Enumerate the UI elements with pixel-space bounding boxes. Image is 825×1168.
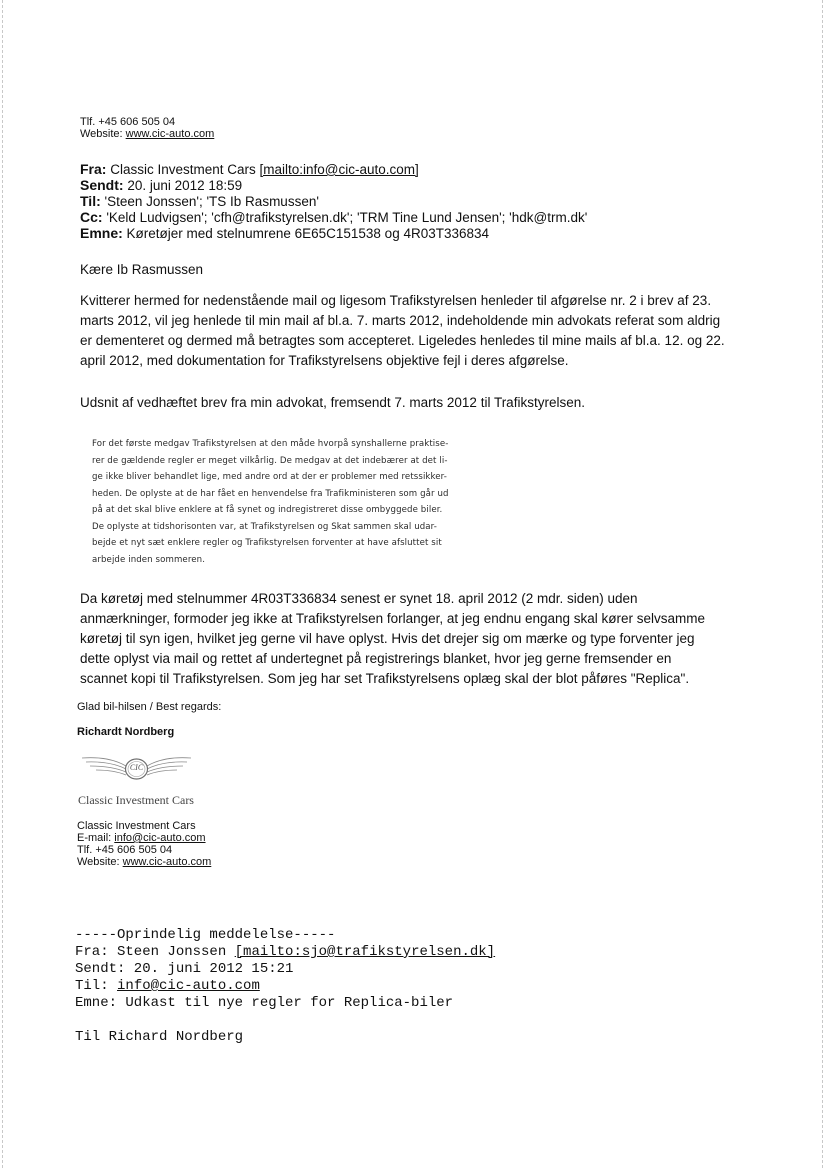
paragraph-3-line: anmærkninger, formoder jeg ikke at Trafikstyrelsen forlanger, at jeg endnu engang skal kører selvsamme bbox=[80, 611, 706, 626]
original-salutation: Til Richard Nordberg bbox=[75, 1029, 244, 1045]
header-from-mailto[interactable]: [mailto:info@cic-auto.com] bbox=[259, 162, 419, 177]
header-sent bbox=[80, 177, 242, 194]
greeting: Kære Ib Rasmussen bbox=[80, 262, 204, 277]
scan-edge-right bbox=[822, 0, 823, 1168]
header-sent-value: 20. juni 2012 18:59 bbox=[123, 178, 243, 193]
signature-closing: Glad bil-hilsen / Best regards: bbox=[77, 701, 222, 713]
original-subject: Emne: Udkast til nye regler for Replica-biler bbox=[75, 995, 454, 1011]
top-website bbox=[80, 128, 214, 140]
logo-wordmark: Classic Investment Cars bbox=[78, 793, 194, 807]
logo-wings-icon bbox=[74, 752, 199, 792]
quote-line: arbejde inden sommeren. bbox=[92, 554, 206, 565]
quote-line: For det første medgav Trafikstyrelsen at den måde hvorpå synshallerne praktise- bbox=[92, 439, 449, 449]
header-to-label: Til: bbox=[80, 193, 101, 209]
header-subject-value: Køretøjer med stelnumrene 6E65C151538 og 4R03T336834 bbox=[122, 226, 490, 241]
original-sent: Sendt: 20. juni 2012 15:21 bbox=[75, 961, 294, 977]
header-sent-label: Sendt: bbox=[80, 177, 124, 193]
scan-edge-left bbox=[2, 0, 3, 1168]
original-from bbox=[75, 944, 495, 960]
quote-line: De oplyste at tidshorisonten var, at Trafikstyrelsen og Skat sammen skal udar- bbox=[92, 521, 437, 532]
signature-company: Classic Investment Cars bbox=[77, 820, 196, 832]
signature-email-link[interactable]: info@cic-auto.com bbox=[114, 832, 206, 844]
top-website-label: Website: bbox=[80, 128, 126, 140]
paragraph-1-line: marts 2012, vil jeg henlede til min mail af bl.a. 7. marts 2012, indeholdende min advokats referat som aldrig bbox=[80, 313, 721, 328]
paragraph-2: Udsnit af vedhæftet brev fra min advokat, fremsendt 7. marts 2012 til Trafikstyrelsen. bbox=[80, 395, 585, 410]
signature-name: Richardt Nordberg bbox=[77, 726, 175, 738]
header-from bbox=[80, 161, 419, 178]
quote-line: ge ikke bliver behandlet lige, med andre ord at der er problemer med retssikker- bbox=[92, 472, 447, 482]
signature-email bbox=[77, 832, 206, 844]
paragraph-3 bbox=[80, 589, 760, 689]
header-to-value: 'Steen Jonssen'; 'TS Ib Rasmussen' bbox=[100, 194, 319, 209]
paragraph-1-line: er dementeret og dermed må betragtes som accepteret. Ligeledes henledes til mine mails af bl.a. 12. og 22. bbox=[80, 333, 725, 348]
quote-line: rer de gældende regler er meget vilkårlig. De medgav at det indebærer at det li- bbox=[92, 455, 448, 466]
top-phone: Tlf. +45 606 505 04 bbox=[80, 116, 176, 128]
paragraph-3-line: Da køretøj med stelnummer 4R03T336834 senest er synet 18. april 2012 (2 mdr. siden) uden bbox=[80, 591, 638, 606]
logo-emblem-text: CIC bbox=[129, 763, 144, 772]
quote-line: på at det skal blive enklere at få synet og indregistreret disse ombyggede biler. bbox=[92, 505, 443, 515]
quoted-letter-excerpt bbox=[92, 436, 532, 568]
signature-website-label: Website: bbox=[77, 856, 123, 868]
original-to bbox=[75, 978, 260, 994]
original-from-label: Fra: Steen Jonssen bbox=[75, 944, 235, 960]
header-to bbox=[80, 193, 319, 210]
header-subject bbox=[80, 225, 489, 242]
top-website-link[interactable]: www.cic-auto.com bbox=[125, 128, 215, 140]
paragraph-3-line: køretøj til syn igen, hvilket jeg gerne vil have oplyst. Hvis det drejer sig om mærke og type forventer jeg bbox=[80, 631, 695, 646]
original-to-label: Til: bbox=[75, 978, 118, 994]
quote-line: heden. De oplyste at de har fået en henvendelse fra Trafikministeren som går ud bbox=[92, 488, 449, 499]
paragraph-1-line: april 2012, med dokumentation for Trafikstyrelsens objektive fejl i deres afgørelse. bbox=[80, 353, 569, 368]
original-separator: -----Oprindelig meddelelse----- bbox=[75, 927, 336, 943]
paragraph-3-line: scannet kopi til Trafikstyrelsen. Som jeg har set Trafikstyrelsens oplæg skal der blot påføres "Replica". bbox=[80, 671, 690, 686]
header-cc bbox=[80, 209, 587, 226]
header-from-label: Fra: bbox=[80, 161, 107, 177]
quote-line: bejde et nyt sæt enklere regler og Trafikstyrelsen forventer at have afsluttet sit bbox=[92, 538, 442, 548]
header-cc-value: 'Keld Ludvigsen'; 'cfh@trafikstyrelsen.dk'; 'TRM Tine Lund Jensen'; 'hdk@trm.dk' bbox=[102, 210, 588, 225]
header-from-value: Classic Investment Cars bbox=[106, 162, 260, 177]
paragraph-1-line: Kvitterer hermed for nedenstående mail og ligesom Trafikstyrelsen henleder til afgørelse nr. 2 i brev af 23. bbox=[80, 293, 712, 308]
signature-email-label: E-mail: bbox=[77, 832, 115, 844]
original-to-link[interactable]: info@cic-auto.com bbox=[117, 978, 260, 994]
header-cc-label: Cc: bbox=[80, 209, 103, 225]
company-logo bbox=[74, 752, 199, 807]
paragraph-3-line: dette oplyst via mail og rettet af undertegnet på registrerings blanket, hvor jeg gerne fremsender en bbox=[80, 651, 672, 666]
paragraph-1 bbox=[80, 291, 760, 371]
signature-website-link[interactable]: www.cic-auto.com bbox=[122, 856, 212, 868]
signature-website bbox=[77, 856, 211, 868]
header-subject-label: Emne: bbox=[80, 225, 123, 241]
original-from-mailto[interactable]: [mailto:sjo@trafikstyrelsen.dk] bbox=[234, 944, 496, 960]
signature-phone: Tlf. +45 606 505 04 bbox=[77, 844, 173, 856]
